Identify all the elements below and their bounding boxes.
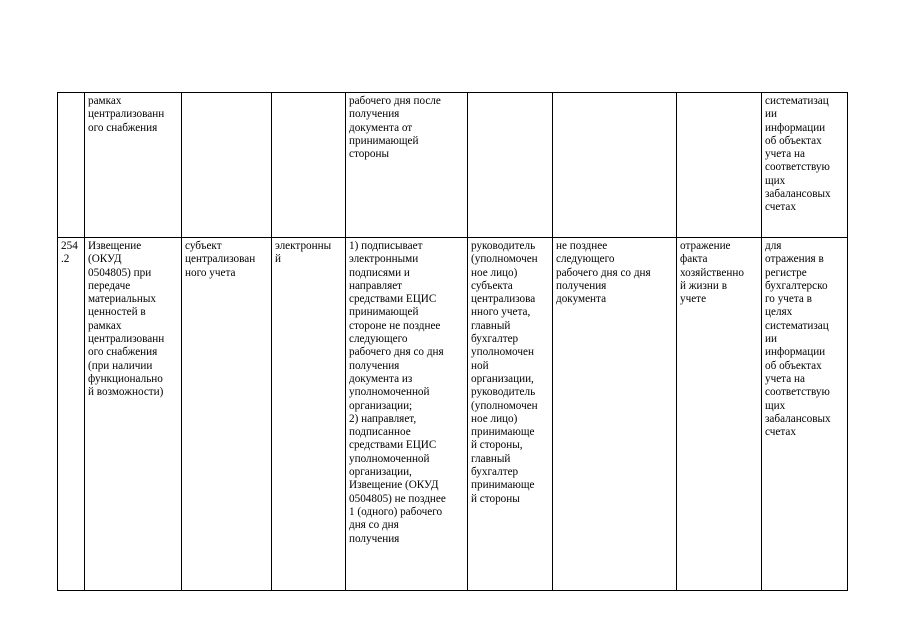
- cell-number: 254 .2: [58, 238, 85, 591]
- cell-document-name: Извещение (ОКУД 0504805) при передаче материальных ценностей в рамках централизованн ого снабжения (при наличии функционально й возможности): [85, 238, 182, 591]
- cell-purpose: систематизац ии информации об объектах учета на соответствую щих забалансовых счетах: [762, 93, 848, 238]
- cell-form: [272, 93, 346, 238]
- cell-document-name: рамках централизованн ого снабжения: [85, 93, 182, 238]
- cell-number: [58, 93, 85, 238]
- cell-procedure: рабочего дня после получения документа от принимающей стороны: [346, 93, 468, 238]
- table-row: [58, 238, 848, 591]
- cell-term: [553, 93, 677, 238]
- table-row: [58, 93, 848, 238]
- cell-procedure: 1) подписывает электронными подписями и направляет средствами ЕЦИС принимающей стороне не позднее следующего рабочего дня со дня получения документа из уполномоченной организации; 2) направляет, подписанное средствами ЕЦИС уполномоченной организации, Извещение (ОКУД 0504805) не позднее 1 (одного) рабочего дня со дня получения: [346, 238, 468, 591]
- cell-responsible: руководитель (уполномочен ное лицо) субъекта централизова нного учета, главный бухгалтер уполномочен ной организации, руководитель (уполномочен ное лицо) принимающе й стороны, главный бухгалтер принимающе й стороны: [468, 238, 553, 591]
- cell-form: электронны й: [272, 238, 346, 591]
- cell-subject: субъект централизован ного учета: [182, 238, 272, 591]
- cell-term: не позднее следующего рабочего дня со дня получения документа: [553, 238, 677, 591]
- cell-responsible: [468, 93, 553, 238]
- document-table: [57, 92, 848, 591]
- cell-fact: [677, 93, 762, 238]
- cell-fact: отражение факта хозяйственно й жизни в учете: [677, 238, 762, 591]
- cell-subject: [182, 93, 272, 238]
- cell-purpose: для отражения в регистре бухгалтерско го учета в целях систематизац ии информации об объектах учета на соответствую щих забалансовых счетах: [762, 238, 848, 591]
